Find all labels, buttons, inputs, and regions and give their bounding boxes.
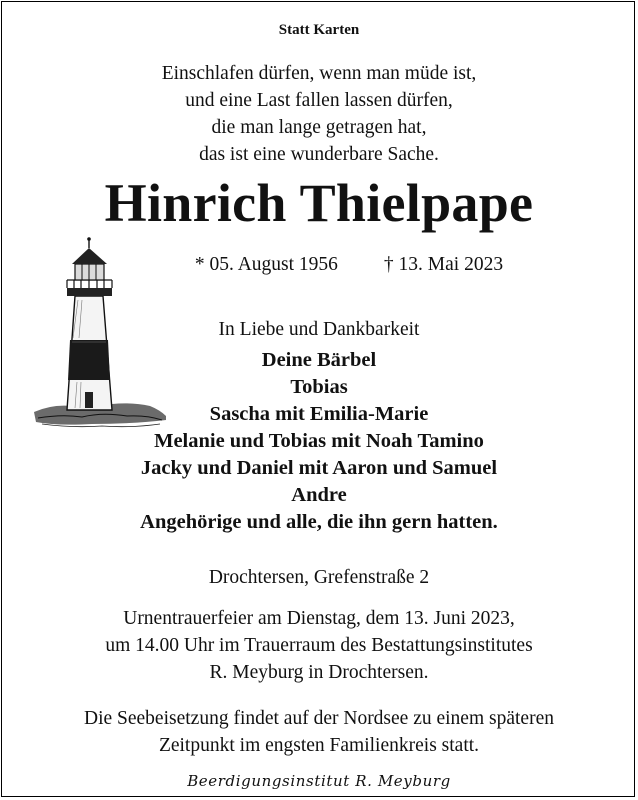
mourner-line: Melanie und Tobias mit Noah Tamino	[154, 430, 484, 452]
address: Drochtersen, Grefenstraße 2	[208, 567, 430, 588]
mourner-line: Jacky und Daniel mit Aaron und Samuel	[140, 457, 498, 479]
deceased-name: Hinrich Thielpape	[104, 173, 534, 233]
burial-line: Die Seebeisetzung findet auf der Nordsee zu einem späteren	[84, 708, 554, 729]
service-line: Urnentrauerfeier am Dienstag, dem 13. Juni 2023,	[123, 608, 515, 629]
service-line: R. Meyburg in Drochtersen.	[209, 662, 429, 683]
poem-line: die man lange getragen hat,	[211, 117, 427, 138]
header-label: Statt Karten	[278, 22, 360, 38]
birth-date: * 05. August 1956	[194, 254, 338, 275]
service-line: um 14.00 Uhr im Trauerraum des Bestattungsinstitutes	[105, 635, 533, 656]
burial-line: Zeitpunkt im engsten Familienkreis statt.	[158, 735, 480, 756]
mourner-line: Andre	[291, 484, 347, 506]
mourner-line: Tobias	[290, 376, 348, 398]
dedication: In Liebe und Dankbarkeit	[218, 319, 420, 340]
mourner-line: Sascha mit Emilia-Marie	[209, 403, 429, 425]
poem-line: das ist eine wunderbare Sache.	[199, 144, 439, 165]
mourner-line: Deine Bärbel	[261, 349, 377, 371]
obituary-notice	[1, 1, 635, 797]
funeral-home-signature: Beerdigungsinstitut R. Meyburg	[187, 772, 451, 790]
poem-line: und eine Last fallen lassen dürfen,	[185, 90, 453, 111]
mourner-line: Angehörige und alle, die ihn gern hatten.	[140, 511, 498, 533]
poem-line: Einschlafen dürfen, wenn man müde ist,	[161, 63, 477, 84]
death-date: † 13. Mai 2023	[383, 254, 504, 275]
